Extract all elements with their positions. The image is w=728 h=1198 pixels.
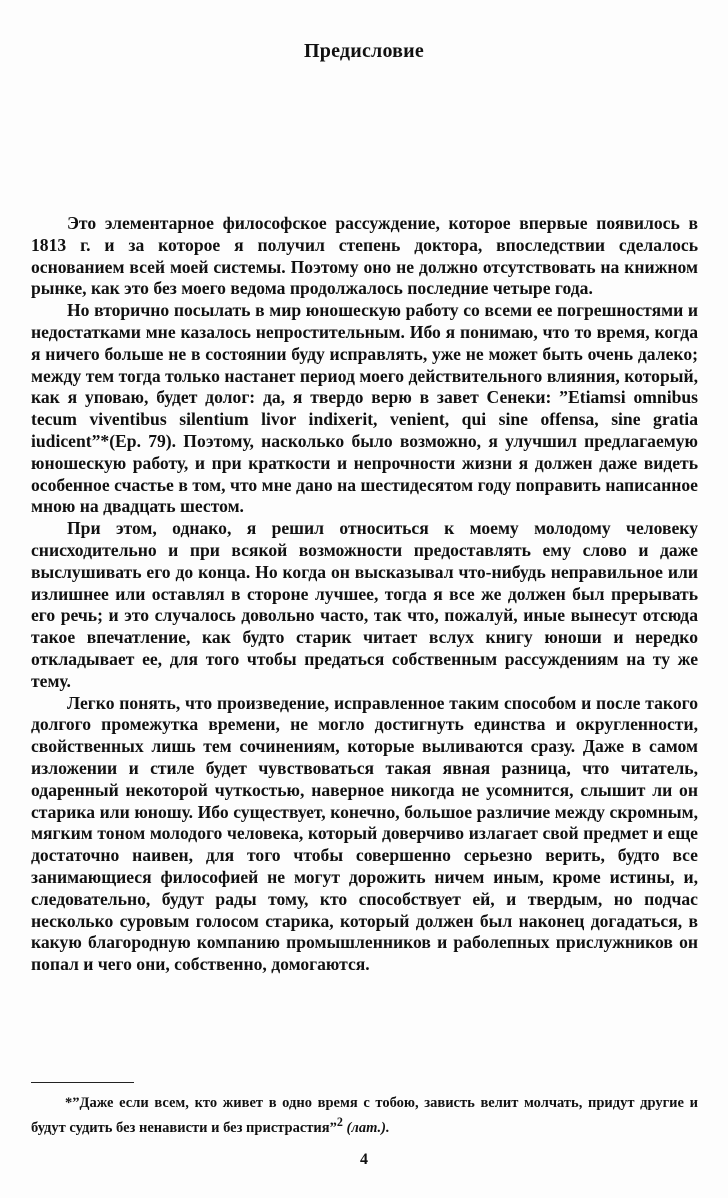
footnote-mark: * [65, 1095, 73, 1111]
footnote-divider [31, 1082, 134, 1083]
footnote-text: ”Даже если всем, кто живет в одно время с тобою, зависть велит молчать, придут другие и будут судить без ненависти и без пристрастия” [31, 1095, 698, 1136]
page-title: Предисловие [304, 40, 424, 62]
page-number: 4 [360, 1151, 368, 1168]
paragraph-2: Но вторично посылать в мир юношескую работу со всеми ее погрешностями и недостатками мне казалось непростительным. Ибо я понимаю, что то время, когда я ничего больше не в состоянии буду исправлять, уже не может быть очень далеко; между тем тогда только настанет период моего действительного влияния, который, как я уповаю, будет долог: да, я твердо верю в завет Сенеки: ”Etiamsi omnibus tecum viventibus silentium livor indixerit, venient, qui sine offensa, sine gratia iudicent”*(Ep. 79). Поэтому, насколько было возможно, я улучшил предлагаемую юношескую работу, и при краткости и непрочности жизни я должен даже видеть особенное счастье в том, что мне дано на шестидесятом году поправить написанное мною на двадцать шестом. [31, 300, 698, 517]
paragraph-4: Легко понять, что произведение, исправленное таким способом и после такого долгого промежутка времени, не могло достигнуть единства и округленности, свойственных лишь тем сочинениям, которые выливаются сразу. Даже в самом изложении и стиле будет чувствоваться такая явная разница, что читатель, одаренный некоторой чуткостью, наверное никогда не усомнится, слышит ли он старика или юношу. Ибо существует, конечно, большое различие между скромным, мягким тоном молодого человека, который доверчиво излагает свой предмет и еще достаточно наивен, для того чтобы совершенно серьезно верить, будто все занимающиеся философией не могут дорожить ничем иным, кроме истины, и, следовательно, будут рады тому, кто способствует ей, и твердым, но подчас несколько суровым голосом старика, который должен был наконец догадаться, в какую благородную компанию промышленников и раболепных прислужников он попал и чего они, собственно, домогаются. [31, 692, 698, 975]
footnote-lang: (лат.). [346, 1119, 390, 1136]
paragraph-3: При этом, однако, я решил относиться к моему молодому человеку снисходительно и при всякой возможности предоставлять ему слово и даже выслушивать его до конца. Но когда он высказывал что-нибудь неправильное или излишнее или оставлял в стороне лучшее, тогда я все же должен был прерывать его речь; и это случалось довольно часто, так что, пожалуй, иные вынесут отсюда такое впечатление, как будто старик читает вслух книгу юноши и нередко откладывает ее, для того чтобы предаться собственным рассуждениям на ту же тему. [31, 518, 698, 691]
footnote [31, 1094, 698, 1138]
main-text [31, 213, 698, 976]
footnote-ref: 2 [336, 1115, 343, 1129]
paragraph-1: Это элементарное философское рассуждение, которое впервые появилось в 1813 г. и за которое я получил степень доктора, впоследствии сделалось основанием всей моей системы. Поэтому оно не должно отсутствовать на книжном рынке, как это без моего ведома продолжалось последние четыре года. [31, 213, 698, 299]
